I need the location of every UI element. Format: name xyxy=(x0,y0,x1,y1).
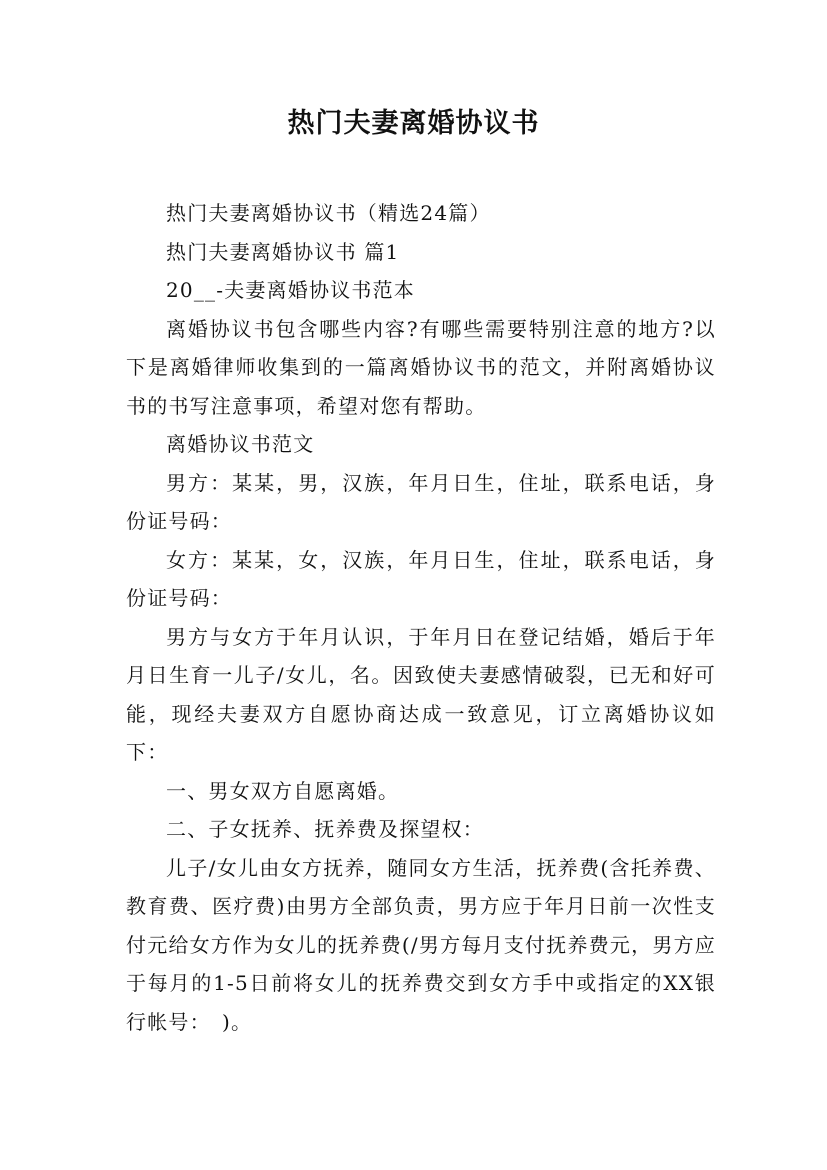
paragraph-husband-info: 男方：某某，男，汉族，年月日生，住址，联系电话，身份证号码： xyxy=(126,470,716,533)
paragraph-intro-heading: 热门夫妻离婚协议书（精选24篇） xyxy=(166,201,491,225)
paragraph-child-support: 儿子/女儿由女方抚养，随同女方生活，抚养费(含托养费、教育费、医疗费)由男方全部负责，男方应于年月日前一次性支付元给女方作为女儿的抚养费(/男方每月支付抚养费元，男方应于每月的1-5日前将女儿的抚养费交到女方手中或指定的XX银行帐号： )。 xyxy=(126,855,716,1034)
paragraph-template-title: 20__-夫妻离婚协议书范本 xyxy=(166,278,416,302)
paragraph-sample-heading: 离婚协议书范文 xyxy=(166,432,315,456)
paragraph-section-heading: 热门夫妻离婚协议书 篇1 xyxy=(166,239,400,264)
paragraph-clause-two-heading: 二、子女抚养、抚养费及探望权： xyxy=(166,817,484,841)
document-title: 热门夫妻离婚协议书 xyxy=(287,108,540,139)
paragraph-wife-info: 女方：某某，女，汉族，年月日生，住址，联系电话，身份证号码： xyxy=(126,547,716,610)
paragraph-introduction: 离婚协议书包含哪些内容?有哪些需要特别注意的地方?以下是离婚律师收集到的一篇离婚协议书的范文，并附离婚协议书的书写注意事项，希望对您有帮助。 xyxy=(126,316,716,418)
paragraph-background: 男方与女方于年月认识，于年月日在登记结婚，婚后于年月日生育一儿子/女儿，名。因致使夫妻感情破裂，已无和好可能，现经夫妻双方自愿协商达成一致意见，订立离婚协议如下： xyxy=(126,624,716,764)
paragraph-clause-one: 一、男女双方自愿离婚。 xyxy=(166,778,400,803)
document-body xyxy=(126,194,716,1041)
